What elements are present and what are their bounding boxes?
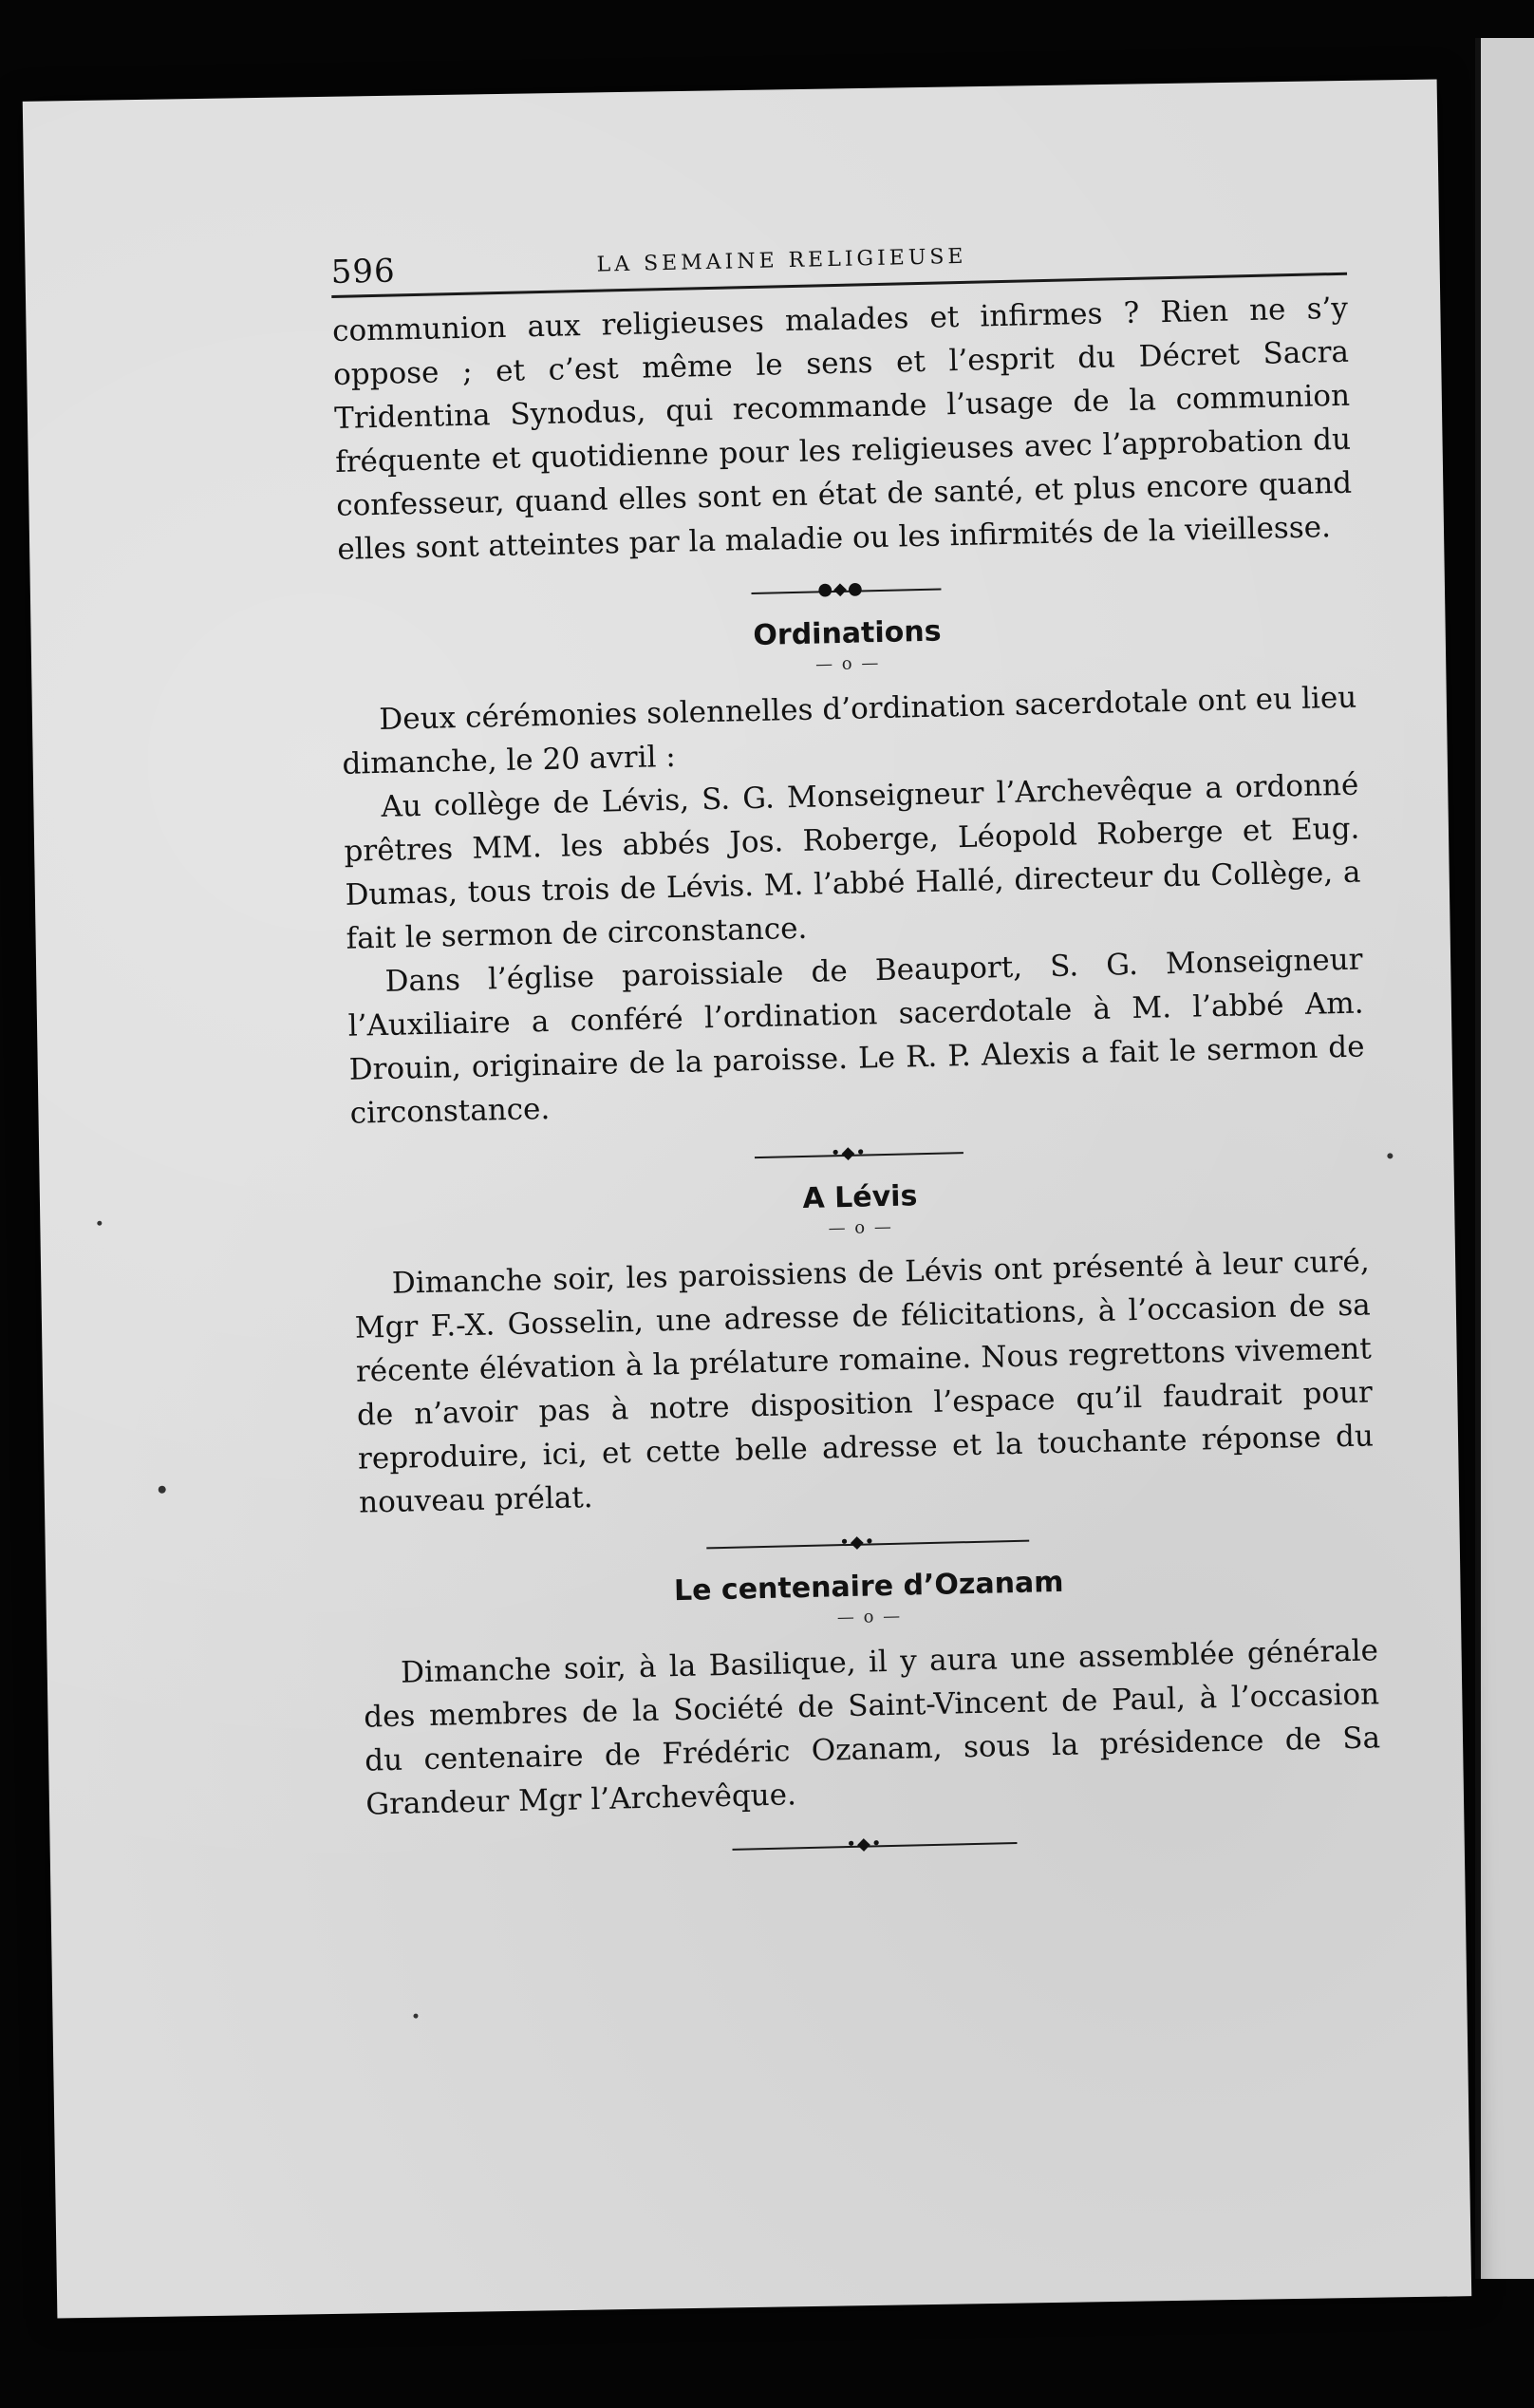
- paragraph: Deux cérémonies solennelles d’ordination sacerdotale ont eu lieu dimanche, le 20 avril :: [342, 680, 1357, 781]
- journal-title: LA SEMAINE RELIGIEUSE: [596, 244, 967, 277]
- section-divider: — o —: [836, 1606, 903, 1628]
- intro-paragraph: communion aux religieuses malades et infirmes ? Rien ne s’y oppose ; et c’est même le sens et l’esprit du Décret Sacra Tridentina Synodus, qui recommande l’usage de la communion fréquente et quotidienne pour les religieuses avec l’approbation du confesseur, quand elles sont en état de santé, et plus encore quand elles sont atteintes par la maladie ou les infirmités de la vieillesse.: [331, 291, 1353, 567]
- paragraph: Au collège de Lévis, S. G. Monseigneur l’Archevêque a ordonné prêtres MM. les abbés Jos. Roberge, Léopold Roberge et Eug. Dumas, tous trois de Lévis. M. l’abbé Hallé, directeur du Collège, a fait le sermon de circonstance.: [344, 767, 1361, 956]
- paper-speck: [159, 1486, 166, 1494]
- paper-speck: [97, 1221, 102, 1226]
- ornament-icon: •◆•: [846, 1834, 883, 1855]
- paper-speck: [413, 2014, 418, 2019]
- ornament-icon: ●◆●: [817, 578, 864, 600]
- section-fleuron: [751, 574, 942, 611]
- paragraph: Dans l’église paroissiale de Beauport, S. G. Monseigneur l’Auxiliaire a conféré l’ordination sacerdotale à M. l’abbé Am. Drouin, originaire de la paroisse. Le R. P. Alexis a fait le sermon de circonstance.: [347, 942, 1365, 1131]
- section-divider: — o —: [814, 652, 881, 675]
- adjacent-page-edge: [1475, 38, 1534, 2279]
- end-fleuron: [732, 1827, 1018, 1866]
- ornament-icon: •◆•: [830, 1142, 868, 1164]
- paper-speck: [1387, 1153, 1393, 1158]
- section-divider: — o —: [828, 1216, 894, 1239]
- section-fleuron: [706, 1525, 1030, 1565]
- section-title-ordinations: Ordinations: [753, 614, 942, 652]
- ornament-icon: •◆•: [838, 1532, 876, 1553]
- paragraph: Dimanche soir, les paroissiens de Lévis ont présenté à leur curé, Mgr F.-X. Gosselin, une adresse de félicitations, à l’occasion de sa récente élévation à la prélature romaine. Nous regrettons vivement de n’avoir pas à notre disposition l’espace qu’il faudrait pour reproduire, ici, et cette belle adresse et la touchante réponse du nouveau prélat.: [354, 1244, 1375, 1520]
- page-number: 596: [330, 252, 397, 292]
- section-title-centenaire: Le centenaire d’Ozanam: [673, 1565, 1064, 1608]
- page-content: [330, 219, 1383, 1884]
- paragraph: Dimanche soir, à la Basilique, il y aura une assemblée générale des membres de la Société de Saint-Vincent de Paul, à l’occasion du centenaire de Frédéric Ozanam, sous la présidence de Sa Grandeur Mgr l’Archevêque.: [363, 1633, 1381, 1822]
- section-title-a-levis: A Lévis: [802, 1179, 918, 1215]
- section-fleuron: [755, 1137, 964, 1174]
